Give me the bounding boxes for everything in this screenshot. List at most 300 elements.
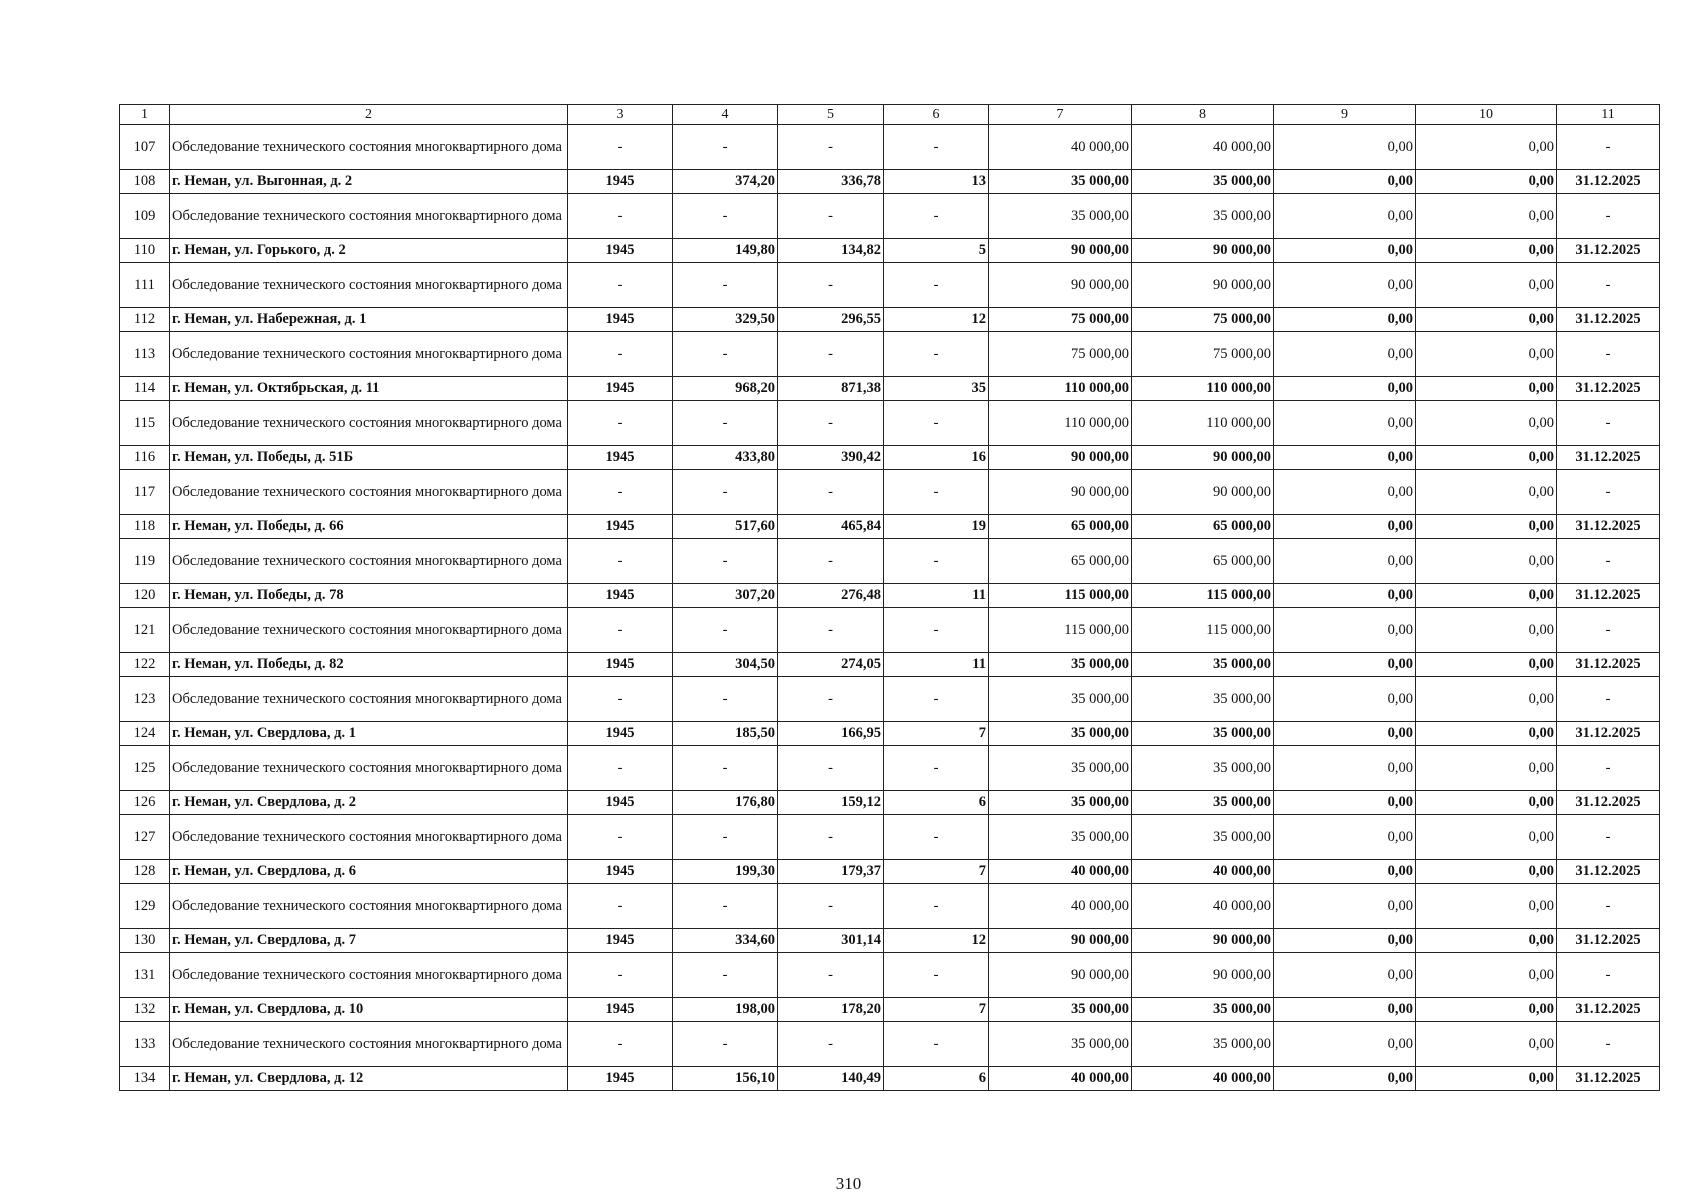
col-8-cell: 90 000,00 xyxy=(1132,239,1274,263)
item-name-cell: Обследование технического состояния многоквартирного дома xyxy=(170,746,568,791)
address-row xyxy=(120,722,1660,746)
row-number-cell: 122 xyxy=(120,653,170,677)
col-5-cell: 276,48 xyxy=(778,584,884,608)
col-6-cell: - xyxy=(884,746,989,791)
col-6-cell: 19 xyxy=(884,515,989,539)
col-9-cell: 0,00 xyxy=(1274,953,1416,998)
col-10-cell: 0,00 xyxy=(1416,1022,1557,1067)
col-8-cell: 90 000,00 xyxy=(1132,263,1274,308)
date-cell: - xyxy=(1557,401,1660,446)
col-5-cell: 134,82 xyxy=(778,239,884,263)
col-9-cell: 0,00 xyxy=(1274,401,1416,446)
col-7-cell: 35 000,00 xyxy=(989,791,1132,815)
col-6-cell: 35 xyxy=(884,377,989,401)
col-5-cell: - xyxy=(778,608,884,653)
row-number-cell: 116 xyxy=(120,446,170,470)
col-8-cell: 65 000,00 xyxy=(1132,539,1274,584)
year-cell: 1945 xyxy=(568,584,673,608)
col-4-cell: - xyxy=(673,125,778,170)
col-7-cell: 35 000,00 xyxy=(989,677,1132,722)
year-cell: 1945 xyxy=(568,1067,673,1091)
item-name-cell: г. Неман, ул. Свердлова, д. 7 xyxy=(170,929,568,953)
column-header-1: 1 xyxy=(120,105,170,125)
col-7-cell: 75 000,00 xyxy=(989,332,1132,377)
col-5-cell: 390,42 xyxy=(778,446,884,470)
col-4-cell: 304,50 xyxy=(673,653,778,677)
date-cell: 31.12.2025 xyxy=(1557,239,1660,263)
date-cell: 31.12.2025 xyxy=(1557,998,1660,1022)
address-row xyxy=(120,515,1660,539)
col-5-cell: 871,38 xyxy=(778,377,884,401)
col-6-cell: 7 xyxy=(884,722,989,746)
item-name-cell: Обследование технического состояния многоквартирного дома xyxy=(170,194,568,239)
col-5-cell: - xyxy=(778,125,884,170)
year-cell: 1945 xyxy=(568,446,673,470)
col-7-cell: 110 000,00 xyxy=(989,377,1132,401)
col-5-cell: - xyxy=(778,746,884,791)
col-7-cell: 90 000,00 xyxy=(989,263,1132,308)
year-cell: 1945 xyxy=(568,239,673,263)
year-cell: 1945 xyxy=(568,308,673,332)
col-7-cell: 35 000,00 xyxy=(989,170,1132,194)
col-8-cell: 35 000,00 xyxy=(1132,194,1274,239)
date-cell: 31.12.2025 xyxy=(1557,722,1660,746)
col-5-cell: 159,12 xyxy=(778,791,884,815)
survey-row xyxy=(120,332,1660,377)
row-number-cell: 113 xyxy=(120,332,170,377)
col-4-cell: - xyxy=(673,884,778,929)
col-8-cell: 90 000,00 xyxy=(1132,470,1274,515)
col-4-cell: - xyxy=(673,815,778,860)
col-7-cell: 90 000,00 xyxy=(989,953,1132,998)
row-number-cell: 130 xyxy=(120,929,170,953)
col-7-cell: 35 000,00 xyxy=(989,998,1132,1022)
year-cell: - xyxy=(568,263,673,308)
survey-row xyxy=(120,401,1660,446)
date-cell: 31.12.2025 xyxy=(1557,377,1660,401)
address-row xyxy=(120,929,1660,953)
data-table xyxy=(119,104,1660,1091)
col-10-cell: 0,00 xyxy=(1416,815,1557,860)
col-6-cell: - xyxy=(884,332,989,377)
col-6-cell: 5 xyxy=(884,239,989,263)
address-row xyxy=(120,998,1660,1022)
row-number-cell: 131 xyxy=(120,953,170,998)
year-cell: 1945 xyxy=(568,170,673,194)
col-9-cell: 0,00 xyxy=(1274,677,1416,722)
col-6-cell: - xyxy=(884,194,989,239)
col-5-cell: 178,20 xyxy=(778,998,884,1022)
row-number-cell: 107 xyxy=(120,125,170,170)
col-5-cell: - xyxy=(778,263,884,308)
address-row xyxy=(120,170,1660,194)
col-9-cell: 0,00 xyxy=(1274,746,1416,791)
year-cell: - xyxy=(568,677,673,722)
survey-row xyxy=(120,608,1660,653)
col-8-cell: 35 000,00 xyxy=(1132,653,1274,677)
address-row xyxy=(120,239,1660,263)
col-7-cell: 65 000,00 xyxy=(989,539,1132,584)
col-9-cell: 0,00 xyxy=(1274,998,1416,1022)
col-6-cell: 7 xyxy=(884,998,989,1022)
address-row xyxy=(120,584,1660,608)
item-name-cell: Обследование технического состояния многоквартирного дома xyxy=(170,608,568,653)
col-9-cell: 0,00 xyxy=(1274,470,1416,515)
row-number-cell: 117 xyxy=(120,470,170,515)
survey-row xyxy=(120,1022,1660,1067)
col-5-cell: 301,14 xyxy=(778,929,884,953)
col-9-cell: 0,00 xyxy=(1274,539,1416,584)
col-7-cell: 40 000,00 xyxy=(989,125,1132,170)
col-10-cell: 0,00 xyxy=(1416,401,1557,446)
col-5-cell: - xyxy=(778,194,884,239)
col-8-cell: 75 000,00 xyxy=(1132,308,1274,332)
row-number-cell: 118 xyxy=(120,515,170,539)
col-4-cell: - xyxy=(673,677,778,722)
col-8-cell: 35 000,00 xyxy=(1132,1022,1274,1067)
column-header-3: 3 xyxy=(568,105,673,125)
column-header-5: 5 xyxy=(778,105,884,125)
item-name-cell: Обследование технического состояния многоквартирного дома xyxy=(170,1022,568,1067)
item-name-cell: г. Неман, ул. Свердлова, д. 1 xyxy=(170,722,568,746)
item-name-cell: г. Неман, ул. Победы, д. 78 xyxy=(170,584,568,608)
item-name-cell: Обследование технического состояния многоквартирного дома xyxy=(170,332,568,377)
col-4-cell: - xyxy=(673,332,778,377)
year-cell: - xyxy=(568,125,673,170)
col-5-cell: 179,37 xyxy=(778,860,884,884)
col-5-cell: - xyxy=(778,884,884,929)
item-name-cell: г. Неман, ул. Горького, д. 2 xyxy=(170,239,568,263)
row-number-cell: 126 xyxy=(120,791,170,815)
col-10-cell: 0,00 xyxy=(1416,653,1557,677)
col-8-cell: 65 000,00 xyxy=(1132,515,1274,539)
col-4-cell: 329,50 xyxy=(673,308,778,332)
survey-row xyxy=(120,815,1660,860)
col-10-cell: 0,00 xyxy=(1416,1067,1557,1091)
col-10-cell: 0,00 xyxy=(1416,308,1557,332)
col-10-cell: 0,00 xyxy=(1416,194,1557,239)
col-7-cell: 65 000,00 xyxy=(989,515,1132,539)
survey-row xyxy=(120,470,1660,515)
item-name-cell: Обследование технического состояния многоквартирного дома xyxy=(170,815,568,860)
survey-row xyxy=(120,194,1660,239)
year-cell: 1945 xyxy=(568,515,673,539)
col-7-cell: 35 000,00 xyxy=(989,815,1132,860)
col-7-cell: 35 000,00 xyxy=(989,746,1132,791)
date-cell: 31.12.2025 xyxy=(1557,584,1660,608)
col-5-cell: 465,84 xyxy=(778,515,884,539)
col-4-cell: - xyxy=(673,608,778,653)
row-number-cell: 129 xyxy=(120,884,170,929)
col-8-cell: 40 000,00 xyxy=(1132,125,1274,170)
col-8-cell: 35 000,00 xyxy=(1132,998,1274,1022)
col-4-cell: 968,20 xyxy=(673,377,778,401)
col-6-cell: 11 xyxy=(884,653,989,677)
col-7-cell: 40 000,00 xyxy=(989,860,1132,884)
col-9-cell: 0,00 xyxy=(1274,608,1416,653)
date-cell: - xyxy=(1557,953,1660,998)
address-row xyxy=(120,377,1660,401)
col-4-cell: - xyxy=(673,263,778,308)
col-4-cell: - xyxy=(673,401,778,446)
col-4-cell: 176,80 xyxy=(673,791,778,815)
col-10-cell: 0,00 xyxy=(1416,332,1557,377)
col-4-cell: 517,60 xyxy=(673,515,778,539)
col-6-cell: - xyxy=(884,263,989,308)
table-header xyxy=(120,105,1660,125)
date-cell: 31.12.2025 xyxy=(1557,308,1660,332)
col-9-cell: 0,00 xyxy=(1274,722,1416,746)
col-8-cell: 35 000,00 xyxy=(1132,722,1274,746)
col-5-cell: 336,78 xyxy=(778,170,884,194)
survey-row xyxy=(120,746,1660,791)
col-9-cell: 0,00 xyxy=(1274,332,1416,377)
date-cell: 31.12.2025 xyxy=(1557,860,1660,884)
survey-row xyxy=(120,539,1660,584)
col-8-cell: 40 000,00 xyxy=(1132,1067,1274,1091)
date-cell: 31.12.2025 xyxy=(1557,653,1660,677)
year-cell: 1945 xyxy=(568,653,673,677)
row-number-cell: 125 xyxy=(120,746,170,791)
row-number-cell: 114 xyxy=(120,377,170,401)
col-9-cell: 0,00 xyxy=(1274,815,1416,860)
column-header-10: 10 xyxy=(1416,105,1557,125)
col-6-cell: - xyxy=(884,1022,989,1067)
col-5-cell: - xyxy=(778,1022,884,1067)
col-7-cell: 110 000,00 xyxy=(989,401,1132,446)
col-6-cell: - xyxy=(884,953,989,998)
col-9-cell: 0,00 xyxy=(1274,194,1416,239)
date-cell: - xyxy=(1557,884,1660,929)
survey-row xyxy=(120,677,1660,722)
year-cell: - xyxy=(568,953,673,998)
row-number-cell: 133 xyxy=(120,1022,170,1067)
column-header-2: 2 xyxy=(170,105,568,125)
col-7-cell: 35 000,00 xyxy=(989,194,1132,239)
col-4-cell: - xyxy=(673,539,778,584)
row-number-cell: 120 xyxy=(120,584,170,608)
col-10-cell: 0,00 xyxy=(1416,929,1557,953)
col-8-cell: 115 000,00 xyxy=(1132,584,1274,608)
col-9-cell: 0,00 xyxy=(1274,860,1416,884)
col-6-cell: 12 xyxy=(884,308,989,332)
col-7-cell: 90 000,00 xyxy=(989,446,1132,470)
row-number-cell: 123 xyxy=(120,677,170,722)
year-cell: - xyxy=(568,539,673,584)
row-number-cell: 119 xyxy=(120,539,170,584)
date-cell: 31.12.2025 xyxy=(1557,929,1660,953)
col-10-cell: 0,00 xyxy=(1416,515,1557,539)
row-number-cell: 134 xyxy=(120,1067,170,1091)
item-name-cell: г. Неман, ул. Победы, д. 82 xyxy=(170,653,568,677)
col-5-cell: 166,95 xyxy=(778,722,884,746)
item-name-cell: г. Неман, ул. Победы, д. 51Б xyxy=(170,446,568,470)
date-cell: - xyxy=(1557,332,1660,377)
col-9-cell: 0,00 xyxy=(1274,584,1416,608)
year-cell: 1945 xyxy=(568,998,673,1022)
address-row xyxy=(120,653,1660,677)
date-cell: 31.12.2025 xyxy=(1557,1067,1660,1091)
item-name-cell: Обследование технического состояния многоквартирного дома xyxy=(170,677,568,722)
col-10-cell: 0,00 xyxy=(1416,746,1557,791)
year-cell: - xyxy=(568,815,673,860)
col-8-cell: 35 000,00 xyxy=(1132,791,1274,815)
col-5-cell: - xyxy=(778,677,884,722)
page-number: 310 xyxy=(835,1174,862,1193)
item-name-cell: г. Неман, ул. Выгонная, д. 2 xyxy=(170,170,568,194)
col-10-cell: 0,00 xyxy=(1416,860,1557,884)
year-cell: - xyxy=(568,1022,673,1067)
date-cell: 31.12.2025 xyxy=(1557,446,1660,470)
col-4-cell: - xyxy=(673,953,778,998)
date-cell: 31.12.2025 xyxy=(1557,515,1660,539)
col-6-cell: 12 xyxy=(884,929,989,953)
col-7-cell: 115 000,00 xyxy=(989,584,1132,608)
col-9-cell: 0,00 xyxy=(1274,653,1416,677)
row-number-cell: 112 xyxy=(120,308,170,332)
col-7-cell: 40 000,00 xyxy=(989,1067,1132,1091)
col-7-cell: 90 000,00 xyxy=(989,929,1132,953)
col-9-cell: 0,00 xyxy=(1274,884,1416,929)
item-name-cell: г. Неман, ул. Набережная, д. 1 xyxy=(170,308,568,332)
col-10-cell: 0,00 xyxy=(1416,722,1557,746)
address-row xyxy=(120,791,1660,815)
item-name-cell: г. Неман, ул. Октябрьская, д. 11 xyxy=(170,377,568,401)
row-number-cell: 127 xyxy=(120,815,170,860)
column-header-7: 7 xyxy=(989,105,1132,125)
row-number-cell: 109 xyxy=(120,194,170,239)
col-8-cell: 35 000,00 xyxy=(1132,677,1274,722)
col-8-cell: 35 000,00 xyxy=(1132,746,1274,791)
col-8-cell: 110 000,00 xyxy=(1132,401,1274,446)
item-name-cell: г. Неман, ул. Свердлова, д. 2 xyxy=(170,791,568,815)
col-10-cell: 0,00 xyxy=(1416,170,1557,194)
col-7-cell: 35 000,00 xyxy=(989,722,1132,746)
survey-row xyxy=(120,263,1660,308)
col-4-cell: 307,20 xyxy=(673,584,778,608)
col-8-cell: 115 000,00 xyxy=(1132,608,1274,653)
date-cell: - xyxy=(1557,815,1660,860)
col-5-cell: 140,49 xyxy=(778,1067,884,1091)
col-4-cell: 374,20 xyxy=(673,170,778,194)
col-8-cell: 110 000,00 xyxy=(1132,377,1274,401)
row-number-cell: 111 xyxy=(120,263,170,308)
column-header-6: 6 xyxy=(884,105,989,125)
col-5-cell: - xyxy=(778,539,884,584)
column-number-row xyxy=(120,105,1660,125)
address-row xyxy=(120,1067,1660,1091)
col-9-cell: 0,00 xyxy=(1274,929,1416,953)
item-name-cell: Обследование технического состояния многоквартирного дома xyxy=(170,470,568,515)
col-6-cell: 13 xyxy=(884,170,989,194)
col-5-cell: - xyxy=(778,815,884,860)
col-6-cell: 11 xyxy=(884,584,989,608)
column-header-9: 9 xyxy=(1274,105,1416,125)
row-number-cell: 110 xyxy=(120,239,170,263)
date-cell: 31.12.2025 xyxy=(1557,170,1660,194)
year-cell: 1945 xyxy=(568,791,673,815)
col-9-cell: 0,00 xyxy=(1274,377,1416,401)
col-10-cell: 0,00 xyxy=(1416,677,1557,722)
col-9-cell: 0,00 xyxy=(1274,170,1416,194)
col-4-cell: 199,30 xyxy=(673,860,778,884)
col-6-cell: - xyxy=(884,677,989,722)
col-9-cell: 0,00 xyxy=(1274,446,1416,470)
col-6-cell: - xyxy=(884,884,989,929)
col-8-cell: 35 000,00 xyxy=(1132,815,1274,860)
col-9-cell: 0,00 xyxy=(1274,263,1416,308)
col-8-cell: 35 000,00 xyxy=(1132,170,1274,194)
date-cell: - xyxy=(1557,539,1660,584)
col-5-cell: 296,55 xyxy=(778,308,884,332)
survey-row xyxy=(120,953,1660,998)
table-body xyxy=(120,125,1660,1091)
col-6-cell: - xyxy=(884,815,989,860)
col-6-cell: 16 xyxy=(884,446,989,470)
col-4-cell: 149,80 xyxy=(673,239,778,263)
item-name-cell: Обследование технического состояния многоквартирного дома xyxy=(170,953,568,998)
column-header-11: 11 xyxy=(1557,105,1660,125)
col-4-cell: 334,60 xyxy=(673,929,778,953)
col-10-cell: 0,00 xyxy=(1416,377,1557,401)
col-5-cell: - xyxy=(778,953,884,998)
col-8-cell: 90 000,00 xyxy=(1132,929,1274,953)
col-7-cell: 90 000,00 xyxy=(989,470,1132,515)
col-8-cell: 40 000,00 xyxy=(1132,860,1274,884)
year-cell: - xyxy=(568,470,673,515)
col-4-cell: 198,00 xyxy=(673,998,778,1022)
year-cell: 1945 xyxy=(568,377,673,401)
year-cell: 1945 xyxy=(568,929,673,953)
date-cell: - xyxy=(1557,746,1660,791)
col-4-cell: 185,50 xyxy=(673,722,778,746)
column-header-4: 4 xyxy=(673,105,778,125)
col-7-cell: 35 000,00 xyxy=(989,1022,1132,1067)
item-name-cell: г. Неман, ул. Свердлова, д. 12 xyxy=(170,1067,568,1091)
col-7-cell: 40 000,00 xyxy=(989,884,1132,929)
row-number-cell: 115 xyxy=(120,401,170,446)
col-9-cell: 0,00 xyxy=(1274,125,1416,170)
survey-row xyxy=(120,884,1660,929)
year-cell: - xyxy=(568,332,673,377)
col-4-cell: - xyxy=(673,746,778,791)
col-6-cell: 6 xyxy=(884,791,989,815)
col-6-cell: - xyxy=(884,125,989,170)
col-9-cell: 0,00 xyxy=(1274,1067,1416,1091)
col-8-cell: 75 000,00 xyxy=(1132,332,1274,377)
col-4-cell: 156,10 xyxy=(673,1067,778,1091)
address-row xyxy=(120,860,1660,884)
date-cell: - xyxy=(1557,677,1660,722)
col-6-cell: 7 xyxy=(884,860,989,884)
date-cell: - xyxy=(1557,125,1660,170)
col-7-cell: 90 000,00 xyxy=(989,239,1132,263)
item-name-cell: Обследование технического состояния многоквартирного дома xyxy=(170,539,568,584)
row-number-cell: 121 xyxy=(120,608,170,653)
col-9-cell: 0,00 xyxy=(1274,515,1416,539)
col-9-cell: 0,00 xyxy=(1274,308,1416,332)
year-cell: - xyxy=(568,194,673,239)
date-cell: 31.12.2025 xyxy=(1557,791,1660,815)
col-6-cell: - xyxy=(884,401,989,446)
col-5-cell: - xyxy=(778,470,884,515)
item-name-cell: г. Неман, ул. Победы, д. 66 xyxy=(170,515,568,539)
column-header-8: 8 xyxy=(1132,105,1274,125)
col-5-cell: - xyxy=(778,401,884,446)
col-6-cell: - xyxy=(884,539,989,584)
col-10-cell: 0,00 xyxy=(1416,608,1557,653)
col-9-cell: 0,00 xyxy=(1274,239,1416,263)
